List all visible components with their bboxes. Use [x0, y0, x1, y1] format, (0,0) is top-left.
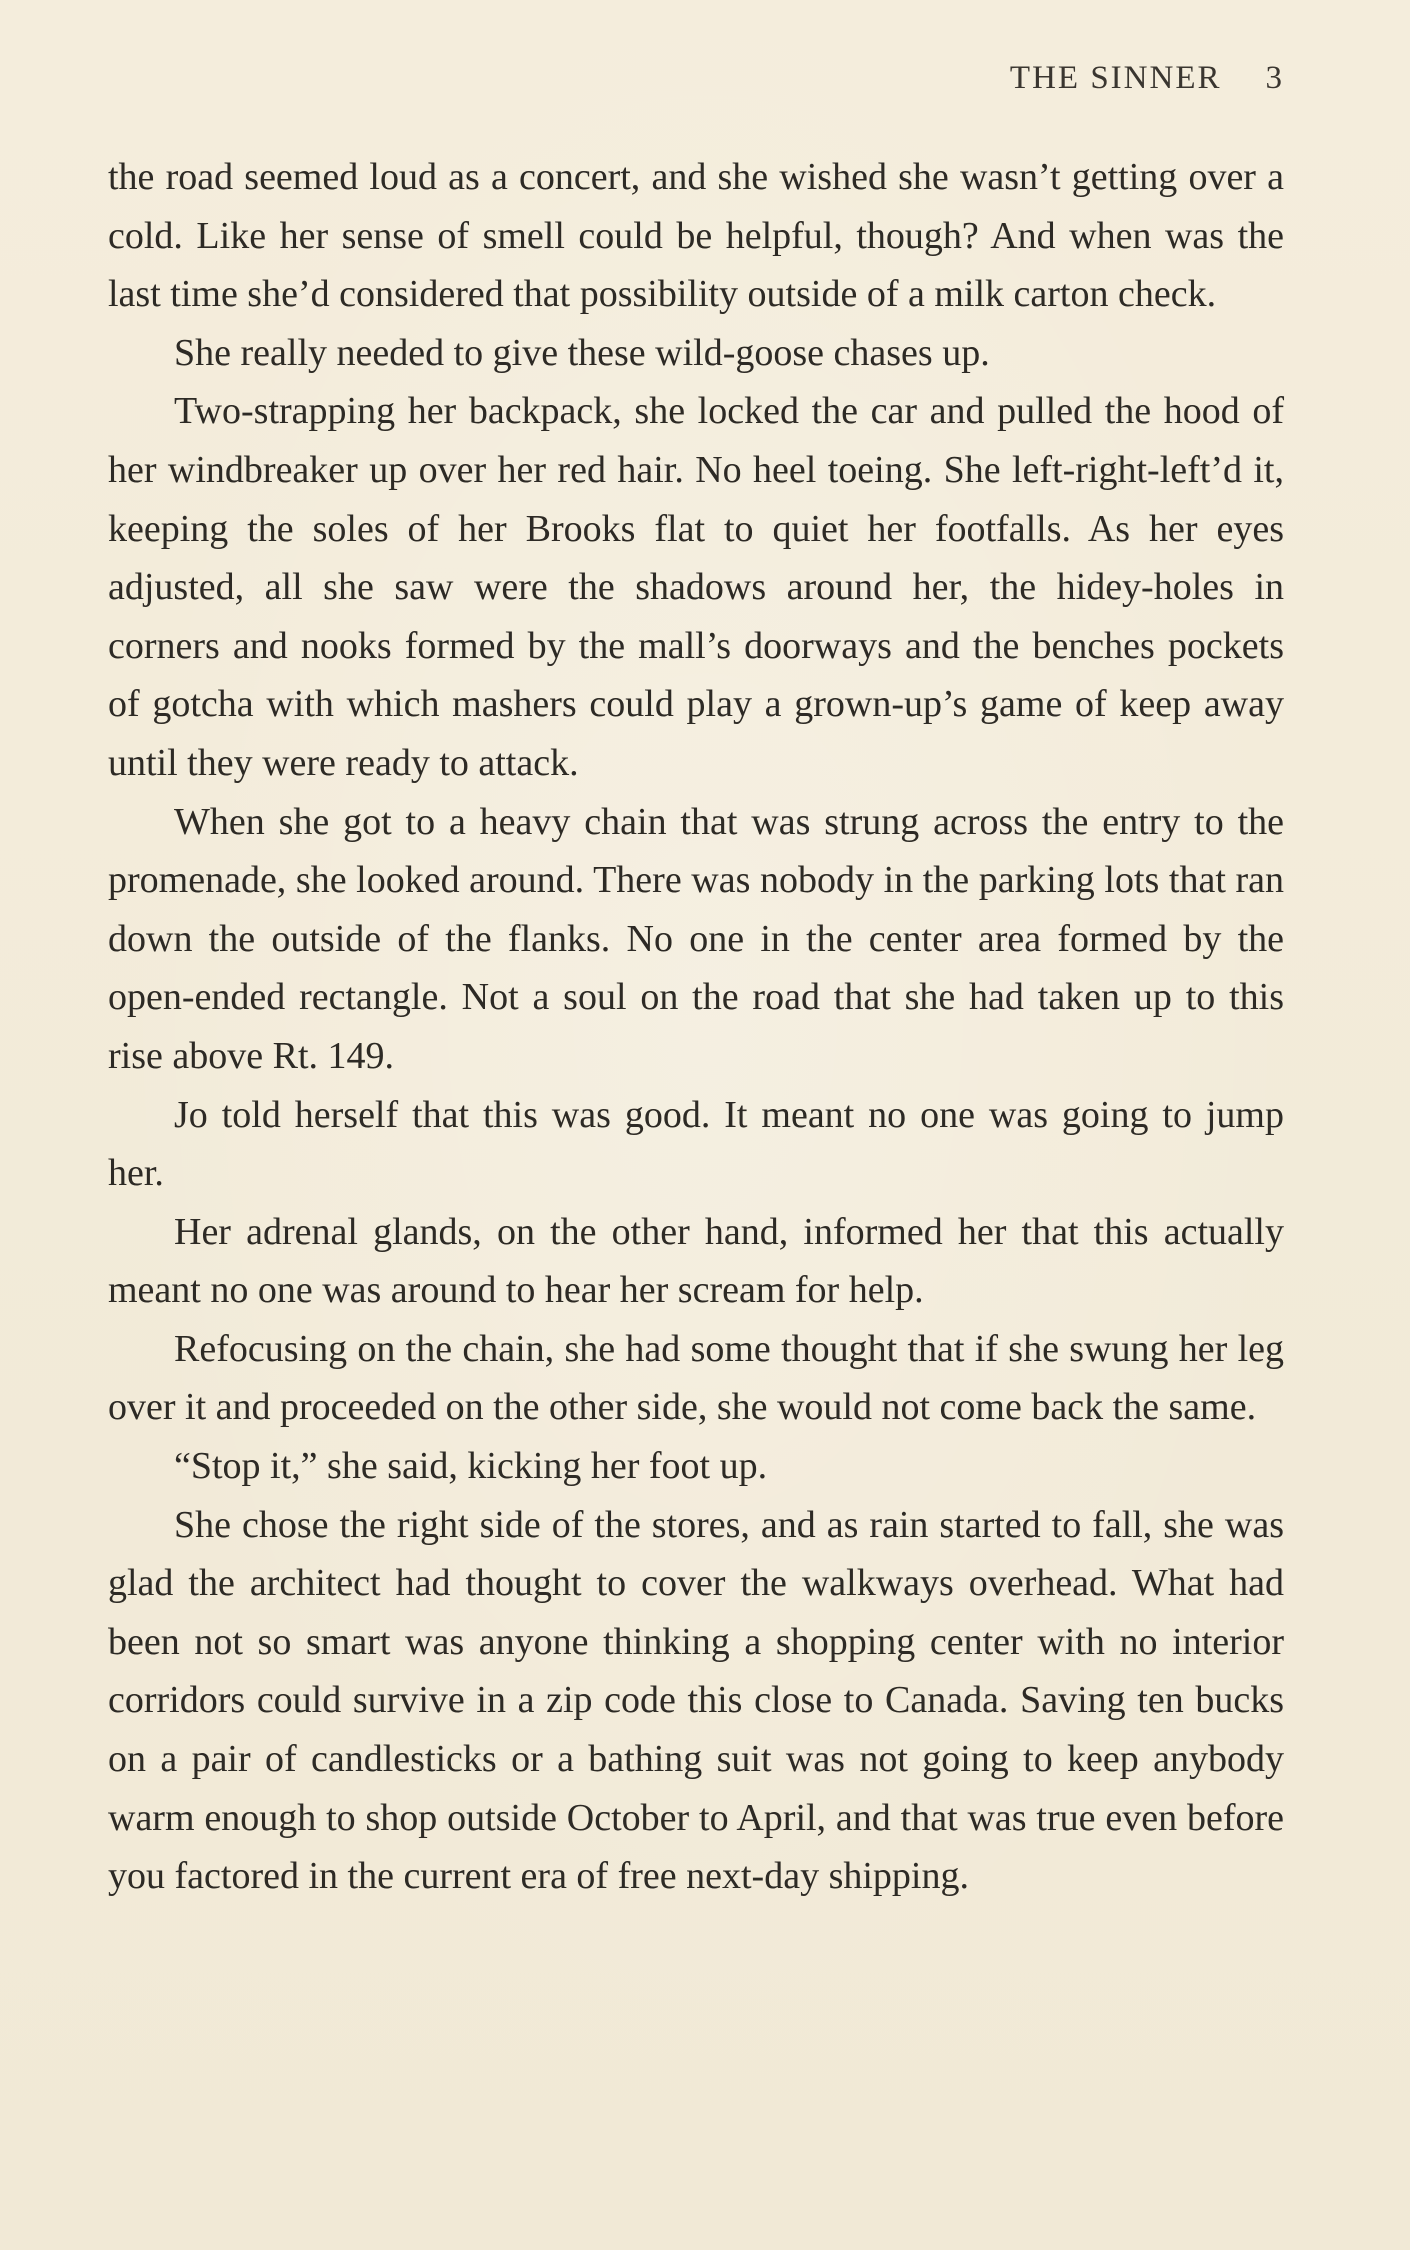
paragraph: She chose the right side of the stores, and as rain started to fall, she was glad the architect had thought to cover the walkways overhead. What had been not so smart was anyone thinking a shopping center with no interior corridors could survive in a zip code this close to Canada. Saving ten bucks on a pair of candlesticks or a bathing suit was not going to keep anybody warm enough to shop outside October to April, and that was true even before you factored in the current era of free next-day shipping.: [108, 1503, 1284, 1898]
paragraph: Two-strapping her backpack, she locked the car and pulled the hood of her windbreaker up over her red hair. No heel toeing. She left-right-left’d it, keeping the soles of her Brooks flat to quiet her footfalls. As her eyes adjusted, all she saw were the shadows around her, the hidey-holes in corners and nooks formed by the mall’s doorways and the benches pockets of gotcha with which mashers could play a grown-up’s game of keep away until they were ready to attack.: [108, 390, 1284, 784]
body-text: [108, 148, 1284, 1906]
running-head: [1010, 60, 1284, 97]
paragraph: Her adrenal glands, on the other hand, informed her that this actually meant no one was around to hear her scream for help.: [108, 1210, 1284, 1312]
paragraph-continued: the road seemed loud as a concert, and she wished she wasn’t getting over a cold. Like her sense of smell could be helpful, though? And when was the last time she’d considered that possibility outside of a milk carton check.: [108, 156, 1284, 316]
paragraph: Refocusing on the chain, she had some thought that if she swung her leg over it and proceeded on the other side, she would not come back the same.: [108, 1327, 1284, 1429]
paragraph: Jo told herself that this was good. It meant no one was going to jump her.: [108, 1093, 1284, 1195]
paragraph: She really needed to give these wild-goose chases up.: [174, 331, 990, 374]
running-head-title: THE SINNER: [1009, 60, 1222, 96]
paragraph: “Stop it,” she said, kicking her foot up.: [174, 1445, 768, 1488]
paragraph: When she got to a heavy chain that was strung across the entry to the promenade, she looked around. There was nobody in the parking lots that ran down the outside of the flanks. No one in the center area formed by the open-ended rectangle. Not a soul on the road that she had taken up to this rise above Rt. 149.: [108, 800, 1284, 1077]
page-number: 3: [1265, 60, 1284, 96]
